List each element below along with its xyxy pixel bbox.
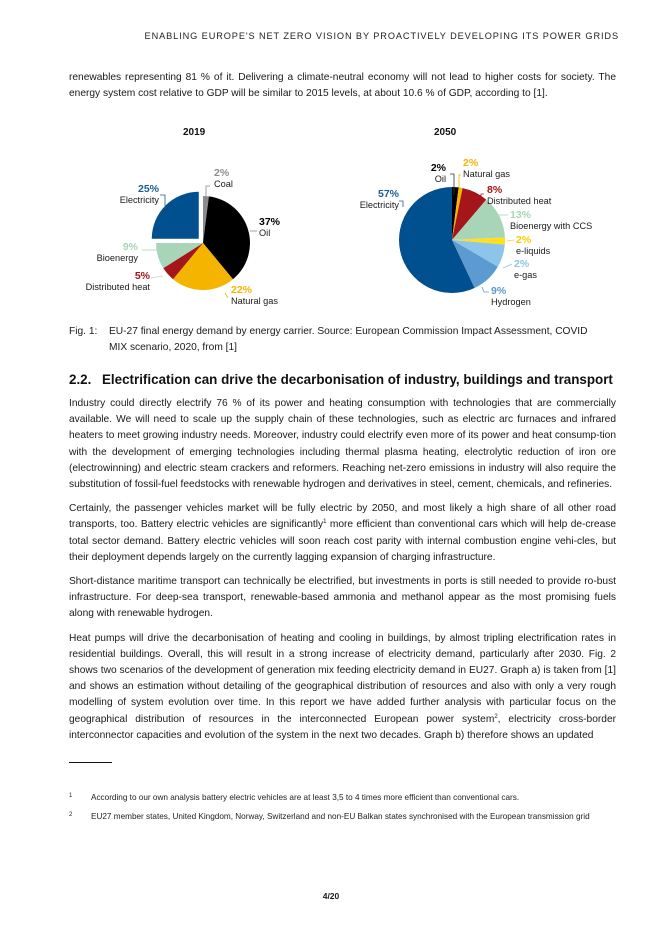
chart-title-2019: 2019 <box>183 127 206 138</box>
body-text <box>69 396 616 752</box>
label-2050-e-liquids: 2% e-liquids <box>516 234 551 256</box>
section-number: 2.2. <box>69 372 92 387</box>
label-2019-coal: 2% Coal <box>214 167 233 189</box>
paragraph-industry: Industry could directly electrify 76 % of its power and heating consumption with technologies that are commercially available. We will need to scale up the supply chain of these technologies, such as electric arc furnaces and infrared heaters to meet growing industry needs. Moreover, industry could electrify even more of its power and heat consump-tion with the development of emerging technologies including thermal plasma heating, electrolytic reduction of iron ore (electrowinning) and electric steam crackers and reformers. Reaching net-zero emissions in industry will also require the substitution of fossil-fuel feedstocks with renewable hydrogen and derivatives in steel, cement, chemicals, and refineries. <box>69 398 616 491</box>
footnote-ref-1[interactable]: 1 <box>323 519 327 526</box>
label-2050-e-gas: 2% e-gas <box>514 258 537 280</box>
label-2050-distributed-heat: 8% Distributed heat <box>487 184 552 206</box>
figure-caption <box>69 324 629 356</box>
label-2050-bioenergy-ccs: 13% Bioenergy with CCS <box>510 209 593 231</box>
leader-line <box>482 287 489 292</box>
label-2050-oil: 2% Oil <box>430 162 446 184</box>
leader-line <box>503 264 512 268</box>
paragraph-heat-pumps: Heat pumps will drive the decarbonisation of heating and cooling in buildings, by almost tripling electrification rates in residential buildings. Overall, this will result in a strong increase of electricity demand, particularly after 2030. Fig. 2 shows two scenarios of the development of generation mix feeding electricity demand in EU27. Graph a) is taken from [1] and shows an estimation without detailing of the geographical distribution of resources and also with only a very rough modelling of system evolution over time. In this report we have added further analysis with particular focus on the geographical distribution of resources in the interconnected European power system$^2$, electricity cross-border interconnector capacities and evolution of the system in the next two decades. Graph b) therefore shows an updated <box>69 632 616 741</box>
paragraph-maritime: Short-distance maritime transport can technically be electrified, but investments in ports is still needed to provide ro-bust infrastructure. For deep-sea transport, renewable-based ammonia and methanol appear as the most promising fuels along with renewable hydrogen. <box>69 576 616 620</box>
paragraph-vehicles: Certainly, the passenger vehicles market will be fully electric by 2050, and most likely a high share of all other road transports, too. Battery electric vehicles are significantly$^1$ more efficient than conventional cars which will help de-crease total sector demand. Battery electric vehicles will soon reach cost parity with internal combustion engine vehi-cles, but their deployment depends largely on the currently lagging expansion of charging infrastructure. <box>69 503 616 563</box>
running-header: ENABLING EUROPE'S NET ZERO VISION BY PROACTIVELY DEVELOPING ITS POWER GRIDS <box>144 31 619 41</box>
label-2019-bioenergy: 9% Bioenergy <box>96 241 138 263</box>
footnote-divider <box>69 762 112 763</box>
chart-title-2050: 2050 <box>434 127 457 138</box>
footnote-text: EU27 member states, United Kingdom, Norway, Switzerland and non-EU Balkan states synchronised with the European transmission grid <box>91 812 590 821</box>
leader-line <box>399 201 403 207</box>
figure-caption-line2: MIX scenario, 2020, from [1] <box>109 342 237 353</box>
figure-number: Fig. 1: <box>69 326 98 337</box>
footnote-2 <box>69 811 629 824</box>
footnote-ref-2[interactable]: 2 <box>494 713 498 720</box>
label-2050-electricity: 57% Electricity <box>359 188 399 210</box>
label-2050-hydrogen: 9% Hydrogen <box>491 285 531 307</box>
label-2019-electricity: 25% Electricity <box>119 183 159 205</box>
section-heading <box>69 372 613 387</box>
footnote-1 <box>69 792 629 805</box>
footnote-mark: 1 <box>69 793 73 799</box>
label-2019-natural-gas: 22% Natural gas <box>231 284 278 306</box>
intro-text: renewables representing 81 % of it. Delivering a climate-neutral economy will not lead to higher costs for society. The energy system cost relative to GDP will be similar to 2015 levels, at about 10.6 % of GDP, according to [1]. <box>69 72 616 100</box>
section-title: Electrification can drive the decarbonisation of industry, buildings and transport <box>102 372 613 387</box>
pie-chart-2050 <box>0 0 662 315</box>
label-2019-distributed-heat: 5% Distributed heat <box>85 270 150 292</box>
leader-line <box>507 240 514 241</box>
pie-2050-graphic <box>0 0 662 315</box>
label-2019-oil: 37% Oil <box>259 216 281 238</box>
footnote-text: According to our own analysis battery electric vehicles are at least 3,5 to 4 times more efficient than conventional cars. <box>91 793 520 802</box>
label-2050-natural-gas: 2% Natural gas <box>463 157 510 179</box>
page-number: 4/20 <box>322 891 340 901</box>
figure-caption-line1: EU-27 final energy demand by energy carrier. Source: European Commission Impact Assessment, COVID <box>109 326 588 337</box>
footnote-mark: 2 <box>69 812 73 818</box>
